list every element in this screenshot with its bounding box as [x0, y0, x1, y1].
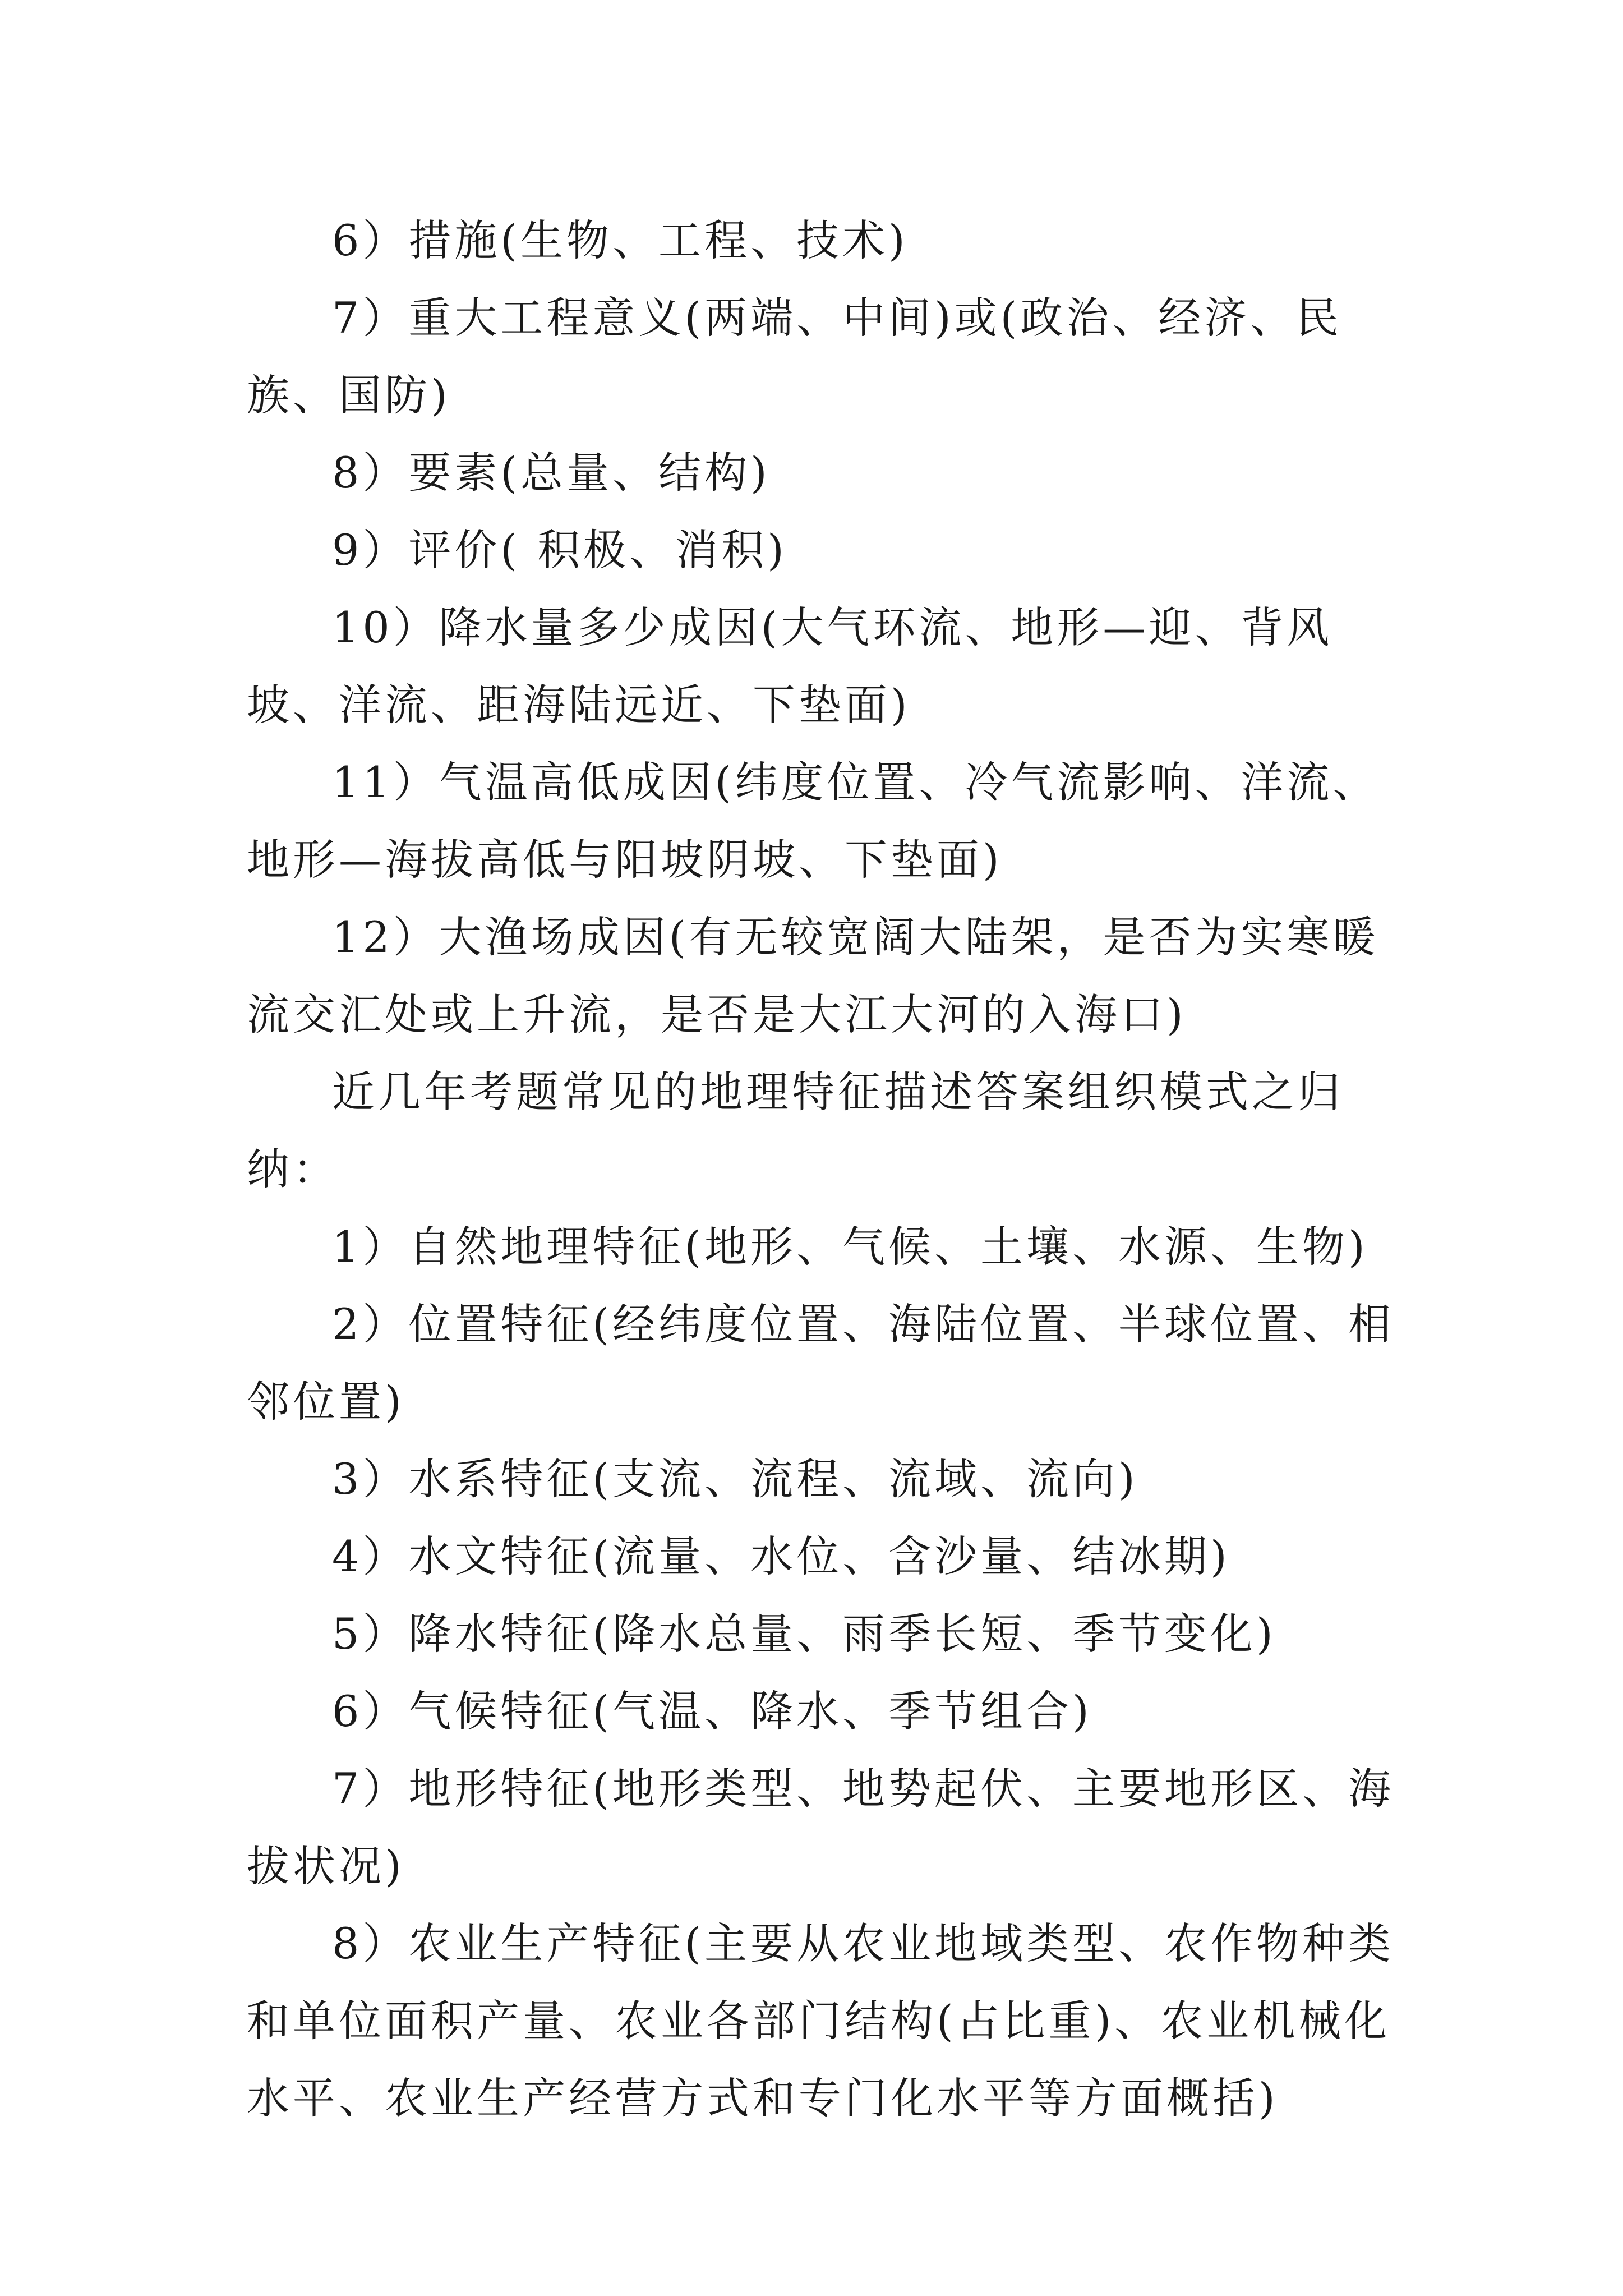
paragraph-evaluation: 9）评价( 积极、消积) — [332, 525, 787, 575]
paragraph-precipitation-causes: 10）降水量多少成因(大气环流、地形—迎、背风坡、洋流、距海陆远近、下垫面) — [247, 602, 1333, 730]
paragraph-climate: 6）气候特征(气温、降水、季节组合) — [332, 1686, 1092, 1736]
paragraph-terrain: 7）地形特征(地形类型、地势起伏、主要地形区、海拔状况) — [247, 1764, 1395, 1891]
paragraph-natural-geography: 1）自然地理特征(地形、气候、土壤、水源、生物) — [332, 1222, 1368, 1272]
paragraph-measures: 6）措施(生物、工程、技术) — [332, 215, 909, 265]
paragraph-location: 2）位置特征(经纬度位置、海陆位置、半球位置、相邻位置) — [247, 1299, 1395, 1427]
paragraph-river-system: 3）水系特征(支流、流程、流域、流向) — [332, 1454, 1138, 1504]
paragraph-hydrology: 4）水文特征(流量、水位、含沙量、结冰期) — [332, 1531, 1230, 1581]
paragraph-major-project-significance: 7）重大工程意义(两端、中间)或(政治、经济、民族、国防) — [247, 293, 1343, 420]
paragraph-fishery-causes: 12）大渔场成因(有无较宽阔大陆架，是否为实寒暖流交汇处或上升流，是否是大江大河的入海口) — [247, 912, 1379, 1039]
paragraph-precipitation: 5）降水特征(降水总量、雨季长短、季节变化) — [332, 1609, 1276, 1659]
paragraph-elements: 8）要素(总量、结构) — [332, 448, 771, 498]
document-body — [247, 202, 1413, 2137]
paragraph-agriculture: 8）农业生产特征(主要从农业地域类型、农作物种类和单位面积产量、农业各部门结构(占比重)、农业机械化水平、农业生产经营方式和专门化水平等方面概括) — [247, 1918, 1395, 2123]
paragraph-temperature-causes: 11）气温高低成因(纬度位置、冷气流影响、洋流、地形—海拔高低与阳坡阴坡、下垫面) — [247, 757, 1379, 885]
paragraph-section-heading: 近几年考题常见的地理特征描述答案组织模式之归纳： — [247, 1067, 1344, 1194]
